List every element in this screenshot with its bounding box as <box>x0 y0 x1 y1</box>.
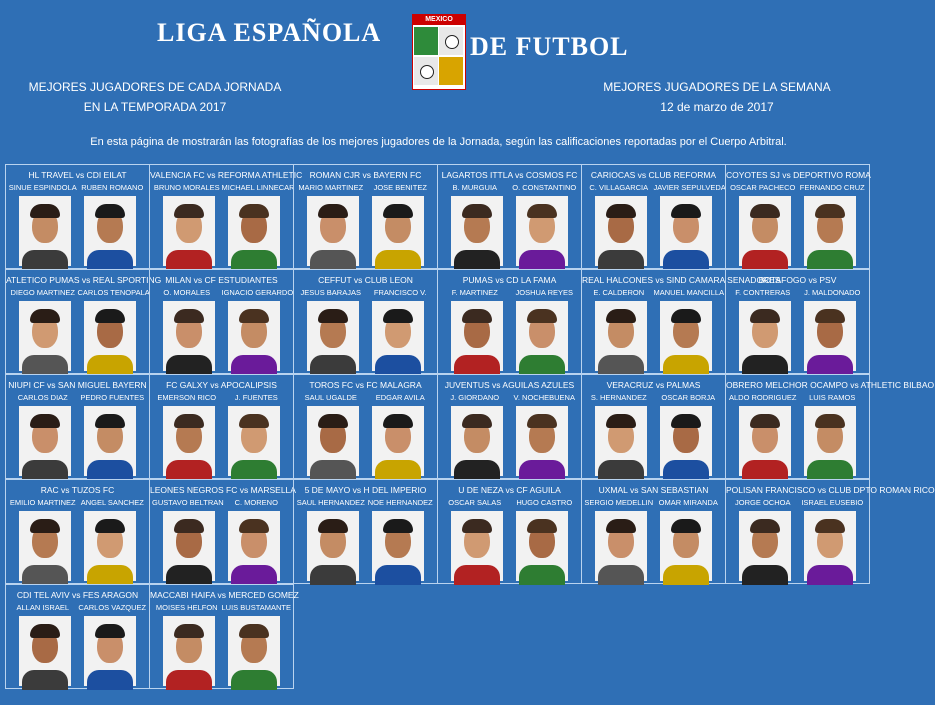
player-name: CARLOS VAZQUEZ <box>78 603 147 612</box>
players-grid <box>6 164 935 689</box>
player-photos <box>294 511 437 581</box>
player-name: DIEGO MARTINEZ <box>10 288 75 297</box>
match-card <box>581 374 726 479</box>
player-photo <box>19 196 71 266</box>
player-photos <box>294 301 437 371</box>
match-title: OBRERO MELCHOR OCAMPO vs ATHLETIC BILBAO <box>726 380 935 390</box>
player-name: C. MORENO <box>234 498 278 507</box>
player-photo <box>19 511 71 581</box>
player-photo <box>739 511 791 581</box>
player-name: OSCAR BORJA <box>661 393 716 402</box>
player-name: SAUL HERNANDEZ <box>296 498 365 507</box>
player-name: ALDO RODRIGUEZ <box>728 393 797 402</box>
player-names <box>8 393 147 402</box>
match-title: UXMAL vs SAN SEBASTIAN <box>598 485 709 495</box>
match-card <box>149 479 294 584</box>
player-photos <box>294 406 437 476</box>
player-photo <box>804 301 856 371</box>
match-title: REAL HALCONES vs SIND CAMARA SENADORES <box>582 275 781 285</box>
player-photos <box>582 406 725 476</box>
player-name: GUSTAVO BELTRAN <box>152 498 224 507</box>
player-photos <box>726 406 869 476</box>
match-card <box>581 479 726 584</box>
player-name: LUIS RAMOS <box>809 393 856 402</box>
player-photo <box>595 406 647 476</box>
player-names <box>296 183 435 192</box>
player-photo <box>307 406 359 476</box>
match-card <box>437 479 582 584</box>
match-title: MILAN vs CF ESTUDIANTES <box>165 275 278 285</box>
match-card <box>293 164 438 269</box>
player-names <box>440 288 579 297</box>
player-name: HUGO CASTRO <box>516 498 573 507</box>
player-photo <box>84 616 136 686</box>
player-name: EMILIO MARTINEZ <box>9 498 76 507</box>
player-name: O. MORALES <box>163 288 211 297</box>
match-title: ATLETICO PUMAS vs REAL SPORTING <box>6 275 162 285</box>
match-title: LAGARTOS ITTLA vs COSMOS FC <box>441 170 578 180</box>
player-photo <box>163 511 215 581</box>
player-photo <box>595 511 647 581</box>
player-photo <box>804 406 856 476</box>
match-title: CARIOCAS vs CLUB REFORMA <box>590 170 717 180</box>
player-photos <box>6 301 149 371</box>
player-photo <box>84 406 136 476</box>
player-photo <box>163 616 215 686</box>
player-photo <box>660 511 712 581</box>
player-name: OSCAR SALAS <box>448 498 502 507</box>
player-name: B. MURGUIA <box>452 183 498 192</box>
player-photos <box>150 196 293 266</box>
player-name: S. HERNANDEZ <box>590 393 647 402</box>
player-photo <box>372 511 424 581</box>
subtitle-right-line2: 12 de marzo de 2017 <box>660 100 774 114</box>
match-card <box>725 479 935 584</box>
player-photo <box>451 301 503 371</box>
player-name: JOSE BENITEZ <box>373 183 427 192</box>
player-photo <box>516 406 568 476</box>
match-title: CEFFUT vs CLUB LEON <box>318 275 413 285</box>
mexico-crest-logo <box>412 14 466 90</box>
match-title: LEONES NEGROS FC vs MARSELLA <box>150 485 296 495</box>
player-name: MARIO MARTINEZ <box>298 183 364 192</box>
player-photo <box>163 301 215 371</box>
player-name: JORGE OCHOA <box>735 498 791 507</box>
match-title: BOTAFOGO vs PSV <box>758 275 837 285</box>
player-names <box>152 288 294 297</box>
match-title: PUMAS vs CD LA FAMA <box>462 275 557 285</box>
player-photo <box>84 301 136 371</box>
player-name: J. GIORDANO <box>450 393 500 402</box>
subtitle-right <box>582 77 852 117</box>
player-name: MICHAEL LINNECAR <box>221 183 295 192</box>
player-name: MANUEL MANCILLA <box>653 288 725 297</box>
player-name: V. NOCHEBUENA <box>513 393 575 402</box>
player-photo <box>739 406 791 476</box>
player-names <box>152 393 291 402</box>
player-photo <box>516 301 568 371</box>
player-photo <box>19 406 71 476</box>
player-photos <box>582 511 725 581</box>
subtitle-left-line1: MEJORES JUGADORES DE CADA JORNADA <box>28 80 282 94</box>
match-card <box>5 164 150 269</box>
match-card <box>149 374 294 479</box>
match-card <box>149 164 303 269</box>
match-title: CDI TEL AVIV vs FES ARAGON <box>16 590 139 600</box>
player-name: J. FUENTES <box>234 393 278 402</box>
player-photos <box>6 196 149 266</box>
player-photos <box>6 406 149 476</box>
player-names <box>8 288 150 297</box>
player-photo <box>595 301 647 371</box>
match-card <box>5 374 150 479</box>
player-photo <box>84 196 136 266</box>
player-name: JESUS BARAJAS <box>300 288 361 297</box>
player-photo <box>19 301 71 371</box>
player-photos <box>582 301 725 371</box>
match-card <box>149 269 294 374</box>
player-name: J. MALDONADO <box>804 288 861 297</box>
player-photo <box>516 196 568 266</box>
match-title: VERACRUZ vs PALMAS <box>606 380 701 390</box>
player-photo <box>84 511 136 581</box>
player-photo <box>660 301 712 371</box>
player-photo <box>516 511 568 581</box>
player-name: E. CALDERON <box>593 288 645 297</box>
match-card <box>725 269 870 374</box>
player-name: MOISES HELFON <box>155 603 218 612</box>
match-card <box>581 164 726 269</box>
player-name: SINUE ESPINDOLA <box>8 183 77 192</box>
player-photo <box>372 406 424 476</box>
player-photo <box>228 511 280 581</box>
match-card <box>293 374 438 479</box>
player-name: F. MARTINEZ <box>451 288 498 297</box>
page-note: En esta página de mostrarán las fotografías de los mejores jugadores de la Jornada, según las calificaciones reportadas por el Cuerpo Arbitral. <box>90 136 787 148</box>
player-name: ANGEL SANCHEZ <box>80 498 144 507</box>
match-card <box>725 164 870 269</box>
player-names <box>440 183 579 192</box>
player-photo <box>163 406 215 476</box>
player-name: RUBEN ROMANO <box>81 183 144 192</box>
player-photo <box>228 406 280 476</box>
match-card <box>293 269 438 374</box>
match-title: POLISAN FRANCISCO vs CLUB DPTO ROMAN RICO <box>726 485 935 495</box>
match-title: 5 DE MAYO vs H DEL IMPERIO <box>304 485 427 495</box>
player-photos <box>438 196 581 266</box>
match-card <box>437 374 582 479</box>
player-name: IGNACIO GERARDO <box>221 288 294 297</box>
player-photo <box>595 196 647 266</box>
player-photos <box>294 196 437 266</box>
player-names <box>728 288 867 297</box>
player-name: SAUL UGALDE <box>304 393 357 402</box>
player-names <box>584 183 726 192</box>
player-names <box>296 393 435 402</box>
player-name: JOSHUA REYES <box>515 288 574 297</box>
player-photo <box>307 196 359 266</box>
match-title: NIUPI CF vs SAN MIGUEL BAYERN <box>8 380 147 390</box>
player-name: O. CONSTANTINO <box>512 183 577 192</box>
match-card <box>725 374 935 479</box>
player-name: EDGAR AVILA <box>375 393 425 402</box>
match-title: ROMAN CJR vs BAYERN FC <box>309 170 422 180</box>
player-names <box>584 288 723 297</box>
player-photo <box>451 406 503 476</box>
player-photo <box>228 196 280 266</box>
match-card <box>437 269 582 374</box>
match-title: VALENCIA FC vs REFORMA ATHLETIC <box>150 170 303 180</box>
match-card <box>5 269 162 374</box>
match-title: JUVENTUS vs AGUILAS AZULES <box>444 380 575 390</box>
player-photos <box>726 511 869 581</box>
player-names <box>8 183 147 192</box>
player-photo <box>372 301 424 371</box>
player-names <box>8 603 147 612</box>
player-names <box>584 498 723 507</box>
player-photos <box>150 616 293 686</box>
player-photo <box>19 616 71 686</box>
player-photo <box>228 616 280 686</box>
player-names <box>8 498 147 507</box>
player-names <box>296 498 435 507</box>
title-left: LIGA ESPAÑOLA <box>157 18 382 47</box>
player-names <box>296 288 435 297</box>
player-photo <box>228 301 280 371</box>
player-names <box>152 603 291 612</box>
player-photos <box>726 301 869 371</box>
player-name: OSCAR PACHECO <box>730 183 796 192</box>
match-card <box>5 479 150 584</box>
player-names <box>728 393 867 402</box>
player-name: SERGIO MEDELLIN <box>584 498 654 507</box>
player-photos <box>438 406 581 476</box>
player-name: OMAR MIRANDA <box>658 498 718 507</box>
player-photo <box>739 196 791 266</box>
player-name: F. CONTRERAS <box>735 288 791 297</box>
match-card <box>149 584 299 689</box>
match-card <box>437 164 582 269</box>
match-card <box>293 479 438 584</box>
player-name: ALLAN ISRAEL <box>16 603 70 612</box>
player-photo <box>307 511 359 581</box>
player-names <box>152 183 295 192</box>
player-names <box>440 393 579 402</box>
player-photos <box>150 511 293 581</box>
match-title: MACCABI HAIFA vs MERCED GOMEZ <box>150 590 299 600</box>
player-name: NOE HERNANDEZ <box>367 498 433 507</box>
player-name: PEDRO FUENTES <box>80 393 145 402</box>
player-photo <box>804 196 856 266</box>
player-names <box>440 498 579 507</box>
match-title: COYOTES SJ vs DEPORTIVO ROMA <box>726 170 871 180</box>
match-card <box>5 584 150 689</box>
player-name: BRUNO MORALES <box>153 183 220 192</box>
player-names <box>728 183 867 192</box>
match-title: RAC vs TUZOS FC <box>40 485 115 495</box>
player-photos <box>150 406 293 476</box>
player-photos <box>726 196 869 266</box>
subtitle-left <box>20 77 290 117</box>
player-photo <box>451 511 503 581</box>
player-photo <box>372 196 424 266</box>
title-right: DE FUTBOL <box>470 32 629 61</box>
player-photos <box>582 196 725 266</box>
player-photo <box>660 196 712 266</box>
subtitle-left-line2: EN LA TEMPORADA 2017 <box>83 100 227 114</box>
player-name: EMERSON RICO <box>157 393 217 402</box>
player-photo <box>163 196 215 266</box>
player-photos <box>150 301 293 371</box>
player-name: FERNANDO CRUZ <box>799 183 865 192</box>
player-names <box>152 498 291 507</box>
player-name: CARLOS DIAZ <box>17 393 68 402</box>
player-photo <box>660 406 712 476</box>
player-names <box>584 393 723 402</box>
player-name: LUIS BUSTAMANTE <box>221 603 291 612</box>
player-name: JAVIER SEPULVEDA <box>653 183 726 192</box>
player-names <box>728 498 867 507</box>
player-photos <box>6 511 149 581</box>
player-name: C. VILLAGARCIA <box>589 183 649 192</box>
player-photos <box>438 511 581 581</box>
player-name: ISRAEL EUSEBIO <box>801 498 864 507</box>
subtitle-right-line1: MEJORES JUGADORES DE LA SEMANA <box>603 80 831 94</box>
crest-text: MEXICO <box>425 16 453 23</box>
player-photos <box>6 616 149 686</box>
match-title: U DE NEZA vs CF AGUILA <box>458 485 561 495</box>
player-photo <box>739 301 791 371</box>
player-photo <box>307 301 359 371</box>
player-photo <box>451 196 503 266</box>
match-title: FC GALXY vs APOCALIPSIS <box>166 380 277 390</box>
player-photo <box>804 511 856 581</box>
match-title: TOROS FC vs FC MALAGRA <box>309 380 422 390</box>
match-title: HL TRAVEL vs CDI EILAT <box>28 170 127 180</box>
player-name: CARLOS TENOPALA <box>77 288 150 297</box>
player-name: FRANCISCO V. <box>373 288 427 297</box>
player-photos <box>438 301 581 371</box>
